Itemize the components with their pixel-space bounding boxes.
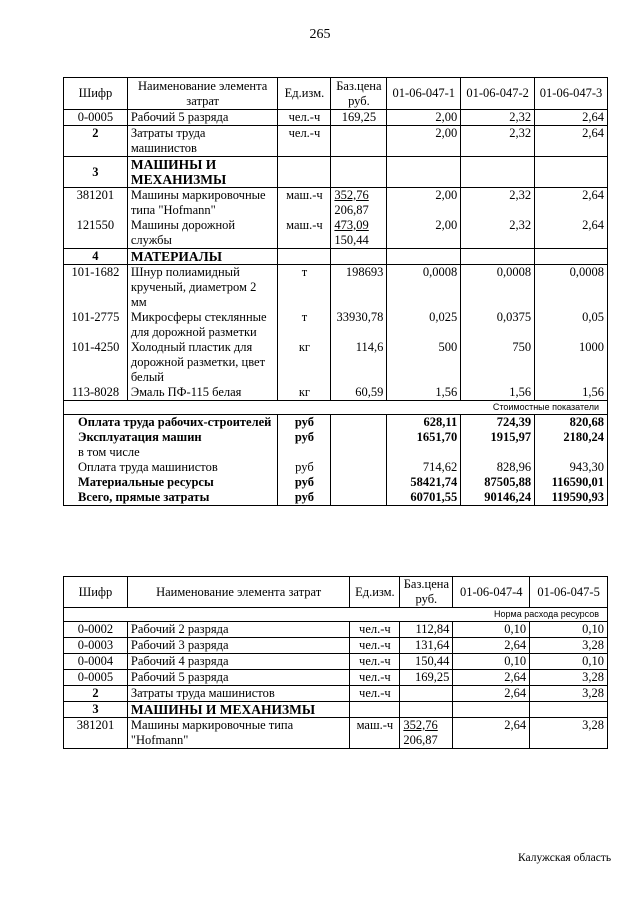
section-title: МАТЕРИАЛЫ	[127, 249, 278, 265]
cost-name: Оплата труда машинистов	[64, 460, 278, 475]
cost-value-2: 1915,97	[461, 430, 535, 445]
row-value-1: 0,0008	[387, 265, 461, 311]
cost-value-3: 943,30	[535, 460, 608, 475]
cost-value-1: 60701,55	[387, 490, 461, 506]
row-value-3: 0,05	[535, 310, 608, 340]
cost-value-3: 820,68	[535, 415, 608, 431]
row-price	[331, 218, 387, 249]
row-price: 169,25	[331, 110, 387, 126]
header-code: Шифр	[64, 78, 128, 110]
row-code: 0-0005	[64, 110, 128, 126]
header-col-3: 01-06-047-3	[535, 78, 608, 110]
table-row	[64, 686, 608, 702]
row-value-3: 2,64	[535, 110, 608, 126]
row-price: 131,64	[400, 638, 453, 654]
cost-unit: руб	[278, 460, 331, 475]
section-title: МАШИНЫ И МЕХАНИЗМЫ	[127, 702, 349, 718]
header-unit: Ед.изм.	[278, 78, 331, 110]
subheader-row	[64, 608, 608, 622]
row-name: Машины дорожной службы	[127, 218, 278, 249]
section-code: 3	[64, 702, 128, 718]
row-unit: чел.-ч	[278, 110, 331, 126]
header-code: Шифр	[64, 577, 128, 608]
cost-row	[64, 475, 608, 490]
row-name: Затраты труда машинистов	[127, 686, 349, 702]
row-unit: т	[278, 310, 331, 340]
header-unit: Ед.изм.	[350, 577, 400, 608]
table-row	[64, 340, 608, 385]
cost-row	[64, 490, 608, 506]
row-value-1: 2,64	[453, 670, 530, 686]
row-value-3: 1000	[535, 340, 608, 385]
row-price: 114,6	[331, 340, 387, 385]
row-price: 169,25	[400, 670, 453, 686]
row-unit: маш.-ч	[278, 188, 331, 219]
cost-value-2: 828,96	[461, 460, 535, 475]
row-unit: чел.-ч	[278, 126, 331, 157]
cost-name: Эксплуатация машин	[64, 430, 278, 445]
row-value-2: 2,32	[461, 218, 535, 249]
section-code: 4	[64, 249, 128, 265]
cost-value-1: 58421,74	[387, 475, 461, 490]
cost-name: в том числе	[64, 445, 278, 460]
row-unit: маш.-ч	[278, 218, 331, 249]
price-wage: 206,87	[334, 203, 369, 217]
row-value-1: 2,00	[387, 110, 461, 126]
cost-value-1: 714,62	[387, 460, 461, 475]
row-name: Машины маркировочные типа "Hofmann"	[127, 188, 278, 219]
row-value-2: 750	[461, 340, 535, 385]
row-value-1: 2,64	[453, 718, 530, 749]
table-row	[64, 385, 608, 401]
price-base: 473,09	[334, 218, 369, 232]
row-value-3: 0,0008	[535, 265, 608, 311]
cost-row	[64, 430, 608, 445]
header-price: Баз.цена руб.	[331, 78, 387, 110]
price-wage: 206,87	[403, 733, 438, 747]
row-value-3: 2,64	[535, 218, 608, 249]
cost-unit: руб	[278, 415, 331, 431]
resource-table-2	[63, 576, 608, 749]
header-name: Наименование элемента затрат	[127, 577, 349, 608]
section-row	[64, 157, 608, 188]
cost-value-1: 1651,70	[387, 430, 461, 445]
row-price	[400, 718, 453, 749]
row-price	[400, 686, 453, 702]
price-base: 352,76	[334, 188, 369, 202]
row-name: Машины маркировочные типа "Hofmann"	[127, 718, 349, 749]
row-value-2: 0,0375	[461, 310, 535, 340]
table-row	[64, 622, 608, 638]
row-value-2: 3,28	[530, 718, 608, 749]
section-code: 3	[64, 157, 128, 188]
table-row	[64, 265, 608, 311]
row-unit: кг	[278, 340, 331, 385]
row-name: Шнур полиамидный крученый, диаметром 2 мм	[127, 265, 278, 311]
footer-region: Калужская область	[518, 852, 612, 864]
cost-row	[64, 445, 608, 460]
row-name: Рабочий 3 разряда	[127, 638, 349, 654]
row-code: 381201	[64, 718, 128, 749]
row-name: Холодный пластик для дорожной разметки, цвет белый	[127, 340, 278, 385]
row-price	[331, 126, 387, 157]
section-row	[64, 702, 608, 718]
row-unit: кг	[278, 385, 331, 401]
row-code: 0-0002	[64, 622, 128, 638]
cost-value-2: 724,39	[461, 415, 535, 431]
row-price	[331, 188, 387, 219]
price-wage: 150,44	[334, 233, 369, 247]
row-value-2: 2,32	[461, 188, 535, 219]
cost-unit: руб	[278, 475, 331, 490]
row-unit: чел.-ч	[350, 670, 400, 686]
row-value-3: 2,64	[535, 126, 608, 157]
row-value-2: 2,32	[461, 110, 535, 126]
row-name: Рабочий 5 разряда	[127, 670, 349, 686]
header-col-1: 01-06-047-1	[387, 78, 461, 110]
row-price: 60,59	[331, 385, 387, 401]
cost-name: Всего, прямые затраты	[64, 490, 278, 506]
row-code: 381201	[64, 188, 128, 219]
header-name: Наименование элемента затрат	[127, 78, 278, 110]
subheader-resource-norm: Норма расхода ресурсов	[64, 608, 608, 622]
row-unit: чел.-ч	[350, 638, 400, 654]
row-unit: маш.-ч	[350, 718, 400, 749]
row-value-1: 0,025	[387, 310, 461, 340]
row-code: 2	[64, 686, 128, 702]
cost-value-2: 90146,24	[461, 490, 535, 506]
table-row	[64, 126, 608, 157]
table-row	[64, 670, 608, 686]
row-price: 112,84	[400, 622, 453, 638]
cost-row	[64, 460, 608, 475]
row-price: 33930,78	[331, 310, 387, 340]
row-value-3: 1,56	[535, 385, 608, 401]
cost-value-3: 116590,01	[535, 475, 608, 490]
cost-value-3: 2180,24	[535, 430, 608, 445]
table-row	[64, 188, 608, 219]
row-name: Эмаль ПФ-115 белая	[127, 385, 278, 401]
cost-name: Материальные ресурсы	[64, 475, 278, 490]
cost-value-2: 87505,88	[461, 475, 535, 490]
cost-name: Оплата труда рабочих-строителей	[64, 415, 278, 431]
row-code: 0-0004	[64, 654, 128, 670]
table-row	[64, 638, 608, 654]
row-price: 198693	[331, 265, 387, 311]
cost-row	[64, 415, 608, 431]
table-row	[64, 654, 608, 670]
row-code: 101-1682	[64, 265, 128, 311]
row-value-1: 0,10	[453, 654, 530, 670]
row-value-1: 2,64	[453, 686, 530, 702]
row-value-2: 1,56	[461, 385, 535, 401]
row-code: 113-8028	[64, 385, 128, 401]
row-code: 0-0005	[64, 670, 128, 686]
table-row	[64, 718, 608, 749]
row-code: 2	[64, 126, 128, 157]
table-row	[64, 218, 608, 249]
section-row	[64, 249, 608, 265]
row-value-1: 2,00	[387, 218, 461, 249]
row-name: Рабочий 4 разряда	[127, 654, 349, 670]
row-value-2: 0,0008	[461, 265, 535, 311]
table-row	[64, 110, 608, 126]
row-name: Рабочий 2 разряда	[127, 622, 349, 638]
row-unit: т	[278, 265, 331, 311]
row-unit: чел.-ч	[350, 622, 400, 638]
row-code: 101-2775	[64, 310, 128, 340]
subheader-row	[64, 401, 608, 415]
row-code: 101-4250	[64, 340, 128, 385]
row-name: Рабочий 5 разряда	[127, 110, 278, 126]
row-value-1: 0,10	[453, 622, 530, 638]
row-value-2: 3,28	[530, 638, 608, 654]
cost-unit: руб	[278, 490, 331, 506]
section-title: МАШИНЫ И МЕХАНИЗМЫ	[127, 157, 278, 188]
row-value-1: 2,64	[453, 638, 530, 654]
row-value-2: 0,10	[530, 654, 608, 670]
row-value-1: 2,00	[387, 188, 461, 219]
row-value-1: 1,56	[387, 385, 461, 401]
table-row	[64, 310, 608, 340]
row-name: Микросферы стеклянные для дорожной разметки	[127, 310, 278, 340]
header-col-4: 01-06-047-4	[453, 577, 530, 608]
row-price: 150,44	[400, 654, 453, 670]
cost-unit: руб	[278, 430, 331, 445]
header-price: Баз.цена руб.	[400, 577, 453, 608]
price-base: 352,76	[403, 718, 438, 732]
cost-value-1: 628,11	[387, 415, 461, 431]
resource-table-1	[63, 77, 608, 506]
row-value-1: 500	[387, 340, 461, 385]
page-number: 265	[309, 27, 331, 42]
cost-value-3: 119590,93	[535, 490, 608, 506]
row-value-3: 2,64	[535, 188, 608, 219]
row-value-1: 2,00	[387, 126, 461, 157]
row-code: 121550	[64, 218, 128, 249]
row-unit: чел.-ч	[350, 686, 400, 702]
subheader-cost-indicators: Стоимостные показатели	[64, 401, 608, 415]
row-value-2: 2,32	[461, 126, 535, 157]
header-col-5: 01-06-047-5	[530, 577, 608, 608]
row-value-2: 0,10	[530, 622, 608, 638]
header-col-2: 01-06-047-2	[461, 78, 535, 110]
row-code: 0-0003	[64, 638, 128, 654]
row-unit: чел.-ч	[350, 654, 400, 670]
row-name: Затраты труда машинистов	[127, 126, 278, 157]
row-value-2: 3,28	[530, 686, 608, 702]
row-value-2: 3,28	[530, 670, 608, 686]
